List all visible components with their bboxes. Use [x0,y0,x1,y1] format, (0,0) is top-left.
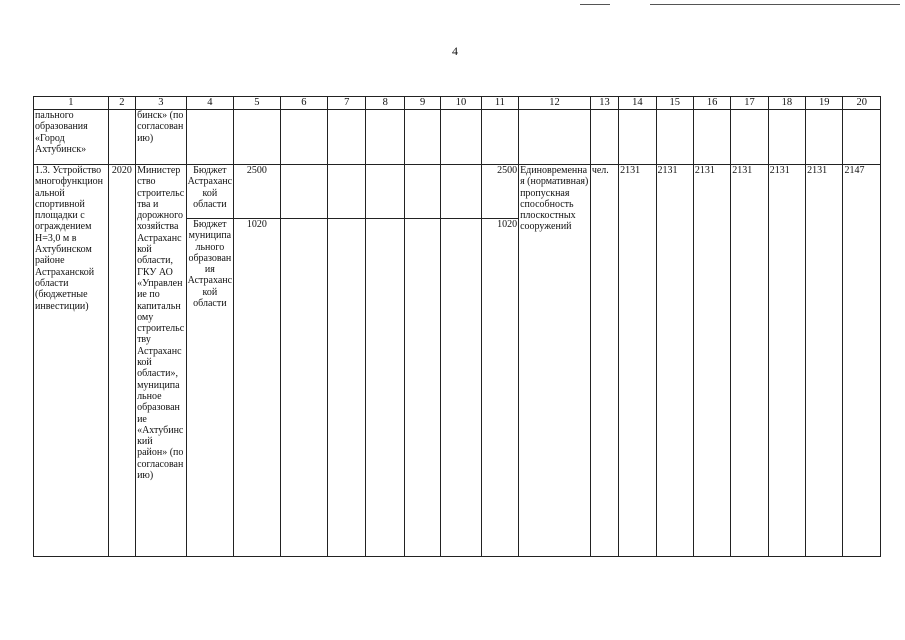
col-header-20: 20 [843,97,881,110]
table-cell [366,219,404,557]
table-cell [280,165,328,219]
indicator-value-15: 2131 [656,165,693,557]
col-header-9: 9 [404,97,440,110]
col-header-6: 6 [280,97,328,110]
table-cell [328,219,366,557]
table-cell [806,110,843,165]
table-cell [656,110,693,165]
table-cell [731,110,768,165]
col-header-15: 15 [656,97,693,110]
col-header-17: 17 [731,97,768,110]
table-cell [768,110,805,165]
indicator-value-14: 2131 [619,165,656,557]
table-cell [366,110,404,165]
col-header-3: 3 [136,97,187,110]
col-header-4: 4 [186,97,234,110]
funding-source-municipal: Бюджет муниципального образования Астраханской области [186,219,234,557]
col-header-14: 14 [619,97,656,110]
table-cell [519,110,591,165]
indicator-value-18: 2131 [768,165,805,557]
table-cell [186,110,234,165]
funding-col11-municipal: 1020 [481,219,518,557]
indicator-unit: чел. [590,165,618,557]
indicator-value-20: 2147 [843,165,881,557]
col-header-7: 7 [328,97,366,110]
header-row [34,97,881,110]
col-header-13: 13 [590,97,618,110]
table-cell [280,110,328,165]
col-header-10: 10 [441,97,481,110]
col-header-1: 1 [34,97,109,110]
table-cell [404,165,440,219]
funding-total-municipal: 1020 [234,219,280,557]
col-header-18: 18 [768,97,805,110]
funding-col11-regional: 2500 [481,165,518,219]
scan-rule-right [650,4,900,5]
funding-source-regional: Бюджет Астраханской области [186,165,234,219]
table-cell [441,165,481,219]
table-cell [441,219,481,557]
table-cell [280,219,328,557]
carry-over-row [34,110,881,165]
table-cell [328,110,366,165]
table-cell [234,110,280,165]
col-header-19: 19 [806,97,843,110]
table-cell [590,110,618,165]
table-cell [366,165,404,219]
entry-row-regional-budget [34,165,881,219]
indicator-value-16: 2131 [693,165,730,557]
page-number: 4 [452,44,458,58]
indicator-value-17: 2131 [731,165,768,557]
table-cell [328,165,366,219]
table-cell [404,110,440,165]
table-cell [693,110,730,165]
table-cell [843,110,881,165]
col-header-8: 8 [366,97,404,110]
program-table [33,96,881,557]
carry-municipality-name: пального образования «Город Ахтубинск» [34,110,109,165]
col-header-5: 5 [234,97,280,110]
measure-executor: Министерство строительства и дорожного хозяйства Астраханской области, ГКУ АО «Управление по капитальному строительству Астраханской области», муниципальное образование «Ахтубинский район» (по согласованию) [136,165,187,557]
table-cell [619,110,656,165]
measure-name: 1.3. Устройство многофункциональной спортивной площадки с ограждением Н=3,0 м в Ахтубинском районе Астраханской области (бюджетные инвестиции) [34,165,109,557]
table-cell [481,110,518,165]
col-header-16: 16 [693,97,730,110]
measure-year: 2020 [108,165,135,557]
indicator-value-19: 2131 [806,165,843,557]
table-cell [404,219,440,557]
table-cell [441,110,481,165]
funding-total-regional: 2500 [234,165,280,219]
col-header-11: 11 [481,97,518,110]
scan-rule-left [580,4,610,5]
indicator-name: Единовременная (нормативная) пропускная способность плоскостных сооружений [519,165,591,557]
table-cell [108,110,135,165]
carry-executor-note: бинск» (по согласованию) [136,110,187,165]
col-header-12: 12 [519,97,591,110]
col-header-2: 2 [108,97,135,110]
